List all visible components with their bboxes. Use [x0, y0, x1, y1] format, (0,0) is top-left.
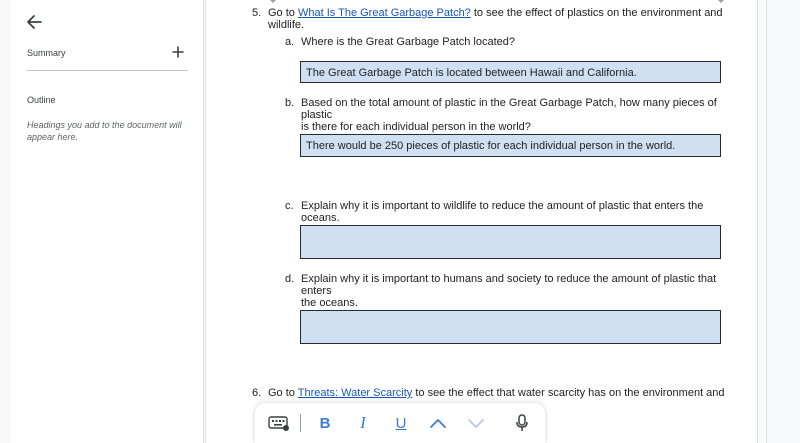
plus-icon[interactable] — [171, 45, 185, 59]
toolbar-separator — [300, 414, 301, 432]
question-d-line1: Explain why it is important to humans and society to reduce the amount of plastic that enters — [301, 273, 717, 297]
bold-button[interactable]: B — [319, 414, 331, 432]
question-d-text — [301, 273, 731, 309]
answer-box-b[interactable]: There would be 250 pieces of plastic for each individual person in the world. — [300, 134, 721, 157]
formatting-toolbar — [255, 403, 545, 443]
answer-box-d[interactable] — [300, 310, 721, 344]
chevron-up-icon[interactable] — [427, 413, 449, 433]
item-marker: c. — [285, 200, 294, 212]
great-garbage-patch-link[interactable]: What Is The Great Garbage Patch? — [297, 7, 471, 19]
sidebar-divider — [27, 70, 188, 71]
question-prefix: Go to — [268, 7, 298, 19]
back-arrow-icon[interactable] — [25, 12, 45, 32]
question-b-line1: Based on the total amount of plastic in the Great Garbage Patch, how many pieces of plastic — [301, 97, 717, 121]
question-5-text — [268, 7, 728, 31]
water-scarcity-link[interactable]: Threats: Water Scarcity — [297, 387, 413, 399]
question-suffix: to see the effect of plastics on the environment and — [470, 7, 723, 19]
question-suffix: to see the effect that water scarcity has on the environment and — [412, 387, 725, 399]
question-b-text — [301, 97, 731, 133]
summary-label: Summary — [27, 48, 66, 58]
question-number: 6. — [252, 387, 262, 399]
chevron-down-icon[interactable] — [465, 413, 487, 433]
question-prefix: Go to — [268, 387, 298, 399]
answer-box-a[interactable]: The Great Garbage Patch is located between Hawaii and California. — [300, 61, 721, 83]
italic-button[interactable]: I — [360, 413, 366, 432]
question-suffix-line2: wildlife. — [268, 19, 305, 31]
ruler-markers — [206, 0, 757, 4]
item-marker: d. — [285, 273, 295, 285]
question-a-text: Where is the Great Garbage Patch located? — [301, 36, 516, 48]
question-number: 5. — [252, 7, 262, 19]
outline-hint: Headings you add to the document will appear here. — [27, 120, 182, 142]
outline-label: Outline — [27, 95, 56, 105]
keyboard-icon[interactable] — [267, 413, 291, 433]
microphone-icon[interactable] — [513, 413, 531, 433]
underline-button[interactable]: U — [395, 414, 407, 432]
outline-sidebar — [11, 0, 204, 443]
answer-box-c[interactable] — [300, 225, 721, 259]
item-marker: b. — [285, 97, 295, 109]
page-scroll-edge — [766, 0, 767, 443]
question-d-line2: the oceans. — [301, 297, 358, 309]
question-6-text — [268, 387, 728, 399]
item-marker: a. — [285, 36, 295, 48]
question-c-text: Explain why it is important to wildlife to reduce the amount of plastic that enters the oceans. — [301, 200, 704, 224]
question-b-line2: is there for each individual person in the world? — [301, 121, 531, 133]
